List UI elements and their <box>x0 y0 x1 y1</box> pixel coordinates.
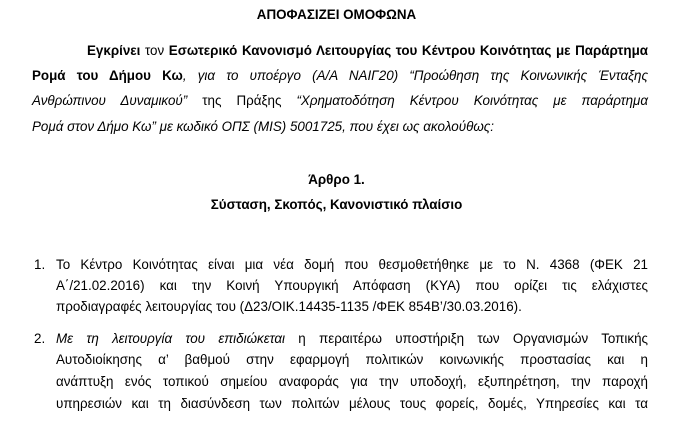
list-item-line: Α΄/21.02.2016) και την Κοινή Υπουργική Απόφαση (ΚΥΑ) που ορίζει τις ελάχιστες <box>56 278 648 293</box>
list-item-emphasis: Με τη λειτουργία του επιδιώκεται <box>56 331 286 346</box>
list-item-line: προδιαγραφές λειτουργίας του (Δ23/ΟΙΚ.14435-1135 /ΦΕΚ 854Β’/30.03.2016). <box>56 299 522 314</box>
regulation-title: Εσωτερικό Κανονισμό Λειτουργίας του Κέντρου Κοινότητας με Παράρτημα <box>168 43 648 58</box>
action-label: της Πράξης <box>187 93 297 108</box>
article-number: Άρθρο 1. <box>308 172 365 187</box>
list-item-number: 2. <box>34 331 46 346</box>
list-item-line: Αυτοδιοίκησης α’ βαθμού στην εφαρμογή πολιτικών κοινωνικής προστασίας και η <box>56 352 648 367</box>
subproject-text-cont: Ανθρώπινου Δυναμικού” <box>32 93 188 108</box>
municipality-name: Ρομά του Δήμου Κω <box>32 68 183 83</box>
list-item-line: Το Κέντρο Κοινότητας είναι μια νέα δομή που θεσμοθετήθηκε με το Ν. 4368 (ΦΕΚ 21 <box>56 257 648 272</box>
approval-text: τον <box>140 43 169 58</box>
action-title: “Χρηματοδότηση Κέντρου Κοινότητας με παράρτημα <box>296 93 649 108</box>
approval-line-1 <box>87 42 648 60</box>
list-item-text: η περαιτέρω υποστήριξη των Οργανισμών Τοπικής <box>285 331 648 346</box>
approval-line-4: Ρομά στον Δήμο Κω” με κωδικό ΟΠΣ (MIS) 5001725, που έχει ως ακολούθως: <box>32 119 495 134</box>
approval-verb: Εγκρίνει <box>87 43 141 58</box>
decision-heading: ΑΠΟΦΑΣΙΖΕΙ ΟΜΟΦΩΝΑ <box>256 7 417 22</box>
list-item-line: υπηρεσιών και τη διασύνδεση των πολιτών μέλους τους φορείς, δομές, Υπηρεσίες και τα <box>56 396 648 411</box>
list-item-line: ανάπτυξη ενός τοπικού σημείου αναφοράς για την υποδοχή, εξυπηρέτηση, την παροχή <box>56 374 648 389</box>
subproject-text: , για το υποέργο (Α/Α ΝΑΙΓ20) “Προώθηση της Κοινωνικής Ένταξης <box>182 68 649 83</box>
approval-line-2 <box>32 67 648 85</box>
list-item-number: 1. <box>34 257 46 272</box>
approval-line-3 <box>32 92 648 110</box>
article-title: Σύσταση, Σκοπός, Κανονιστικό πλαίσιο <box>210 197 463 212</box>
list-item-line <box>56 330 648 348</box>
